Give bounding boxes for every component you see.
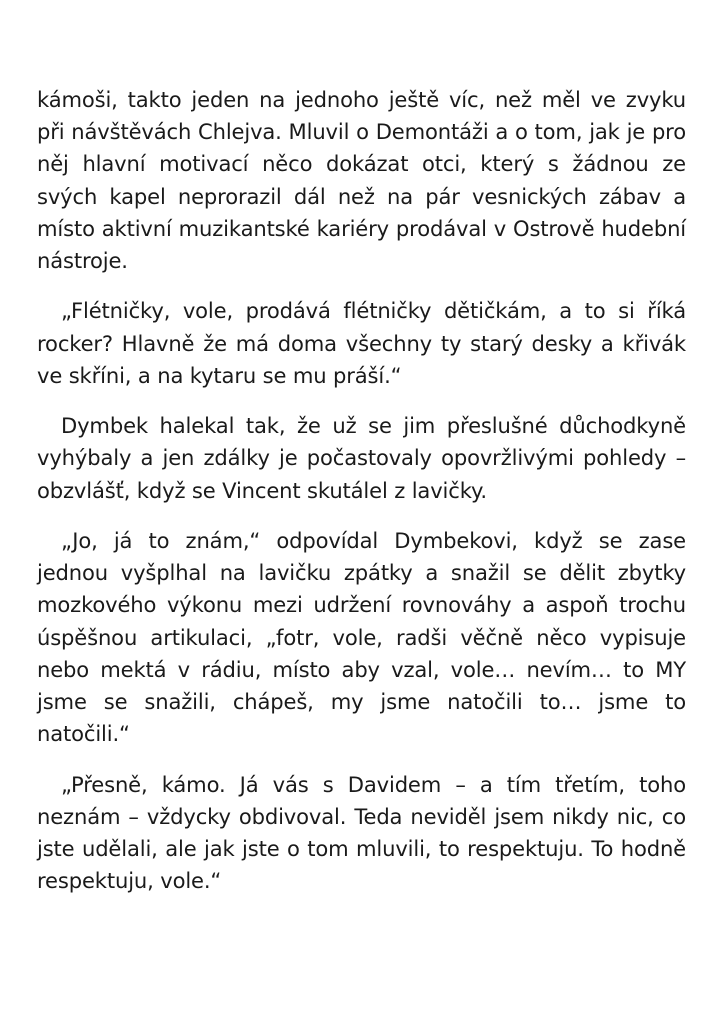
paragraph-3: Dymbek halekal tak, že už se jim přeslušné důchodkyně vyhýbaly a jen zdálky je počastovaly opovržlivými pohledy – obzvlášť, když se Vincent skutálel z lavičky. (37, 413, 686, 503)
paragraph-5: „Přesně, kámo. Já vás s Davidem – a tím třetím, toho neznám – vždycky obdivoval. Teda neviděl jsem nikdy nic, co jste udělali, ale jak jste o tom mluvili, to respektuju. To hodně respektuju, vole.“ (37, 771, 686, 894)
paragraph-2: „Flétničky, vole, prodává flétničky dětičkám, a to si říká rocker? Hlavně že má doma všechny ty starý desky a křivák ve skříni, a na kytaru se mu práší.“ (37, 298, 686, 388)
document-page (37, 84, 686, 916)
paragraph-4: „Jo, já to znám,“ odpovídal Dymbekovi, když se zase jednou vyšplhal na lavičku zpátky a snažil se dělit zbytky mozkového výkonu mezi udržení rovnováhy a aspoň trochu úspěšnou artikulaci, „fotr, vole, radši věčně něco vypisuje nebo mektá v rádiu, místo aby vzal, vole… nevím… to MY jsme se snažili, chápeš, my jsme natočili to… jsme to natočili.“ (37, 528, 686, 747)
paragraph-1: kámoši, takto jeden na jednoho ještě víc, než měl ve zvyku při návštěvách Chlejva. Mluvil o Demontáži a o tom, jak je pro něj hlavní motivací něco dokázat otci, který s žádnou ze svých kapel neprorazil dál než na pár vesnických zábav a místo aktivní muzikantské kariéry prodával v Ostrově hudební nástroje. (37, 87, 686, 274)
